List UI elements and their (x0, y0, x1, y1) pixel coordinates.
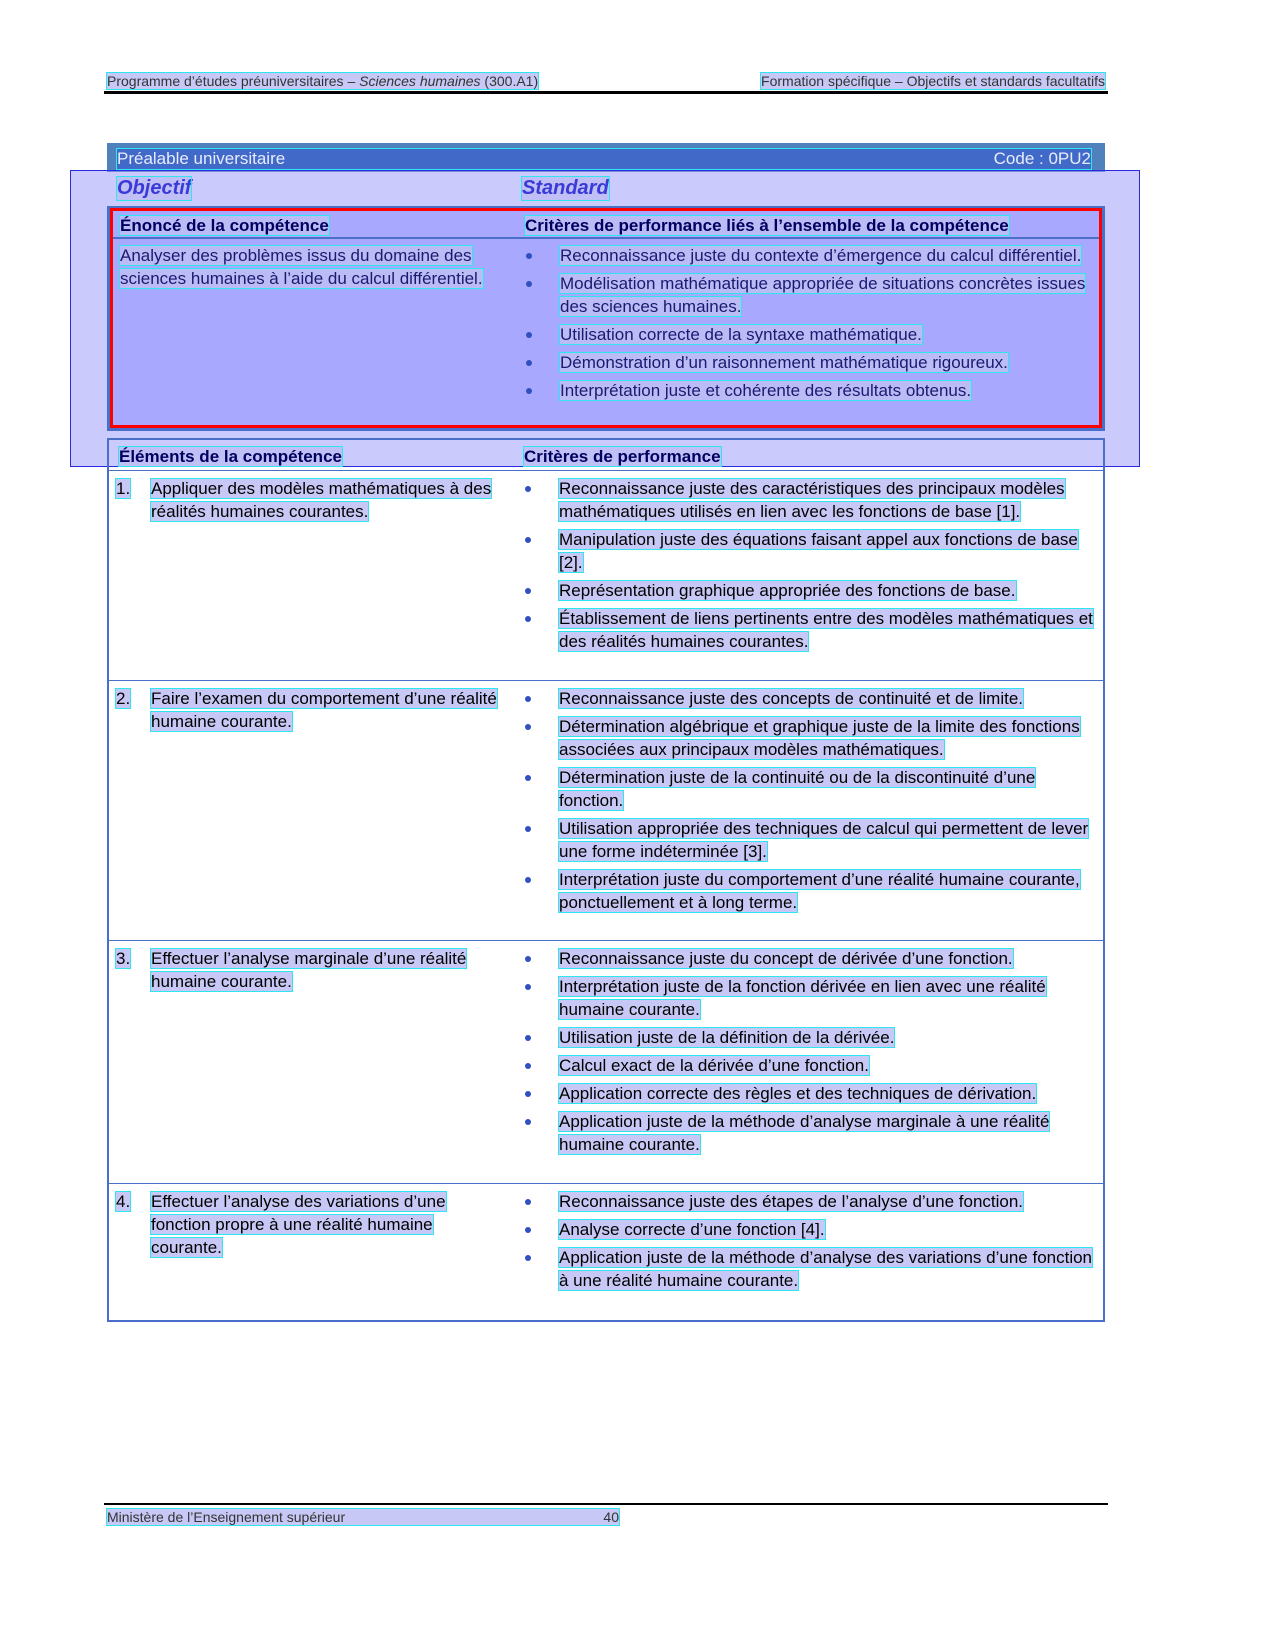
critere-item (524, 477, 1094, 523)
critere-item (524, 715, 1094, 761)
header-prefix: Programme d’études préuniversitaires – (107, 73, 360, 89)
running-header (107, 73, 1105, 89)
critere-text: Reconnaissance juste des concepts de continuité et de limite. (559, 689, 1023, 708)
criteres-header-text: Critères de performance liés à l’ensemble de la compétence (525, 216, 1009, 235)
header-suffix: (300.A1) (480, 73, 539, 89)
critere-text: Représentation graphique appropriée des fonctions de base. (559, 581, 1016, 600)
element-criteres (524, 1190, 1094, 1297)
objectif-label: Objectif (117, 177, 192, 199)
critere-text: Utilisation juste de la définition de la dérivée. (559, 1028, 895, 1047)
critere-item (524, 687, 1094, 710)
critere-text: Application juste de la méthode d’analyse marginale à une réalité humaine courante. (559, 1112, 1050, 1154)
critere-text: Reconnaissance juste des étapes de l’analyse d’une fonction. (559, 1192, 1024, 1211)
critere-item (524, 817, 1094, 863)
critere-text: Reconnaissance juste des caractéristiques des principaux modèles mathématiques utilisés en lien avec les fonctions de base [1]. (559, 479, 1065, 521)
element-number-text: 2. (116, 689, 131, 708)
critere-text: Démonstration d’un raisonnement mathématique rigoureux. (560, 353, 1008, 372)
critere-item (524, 766, 1094, 812)
element-row (109, 941, 1103, 1184)
critere-item (524, 607, 1094, 653)
element-text-value: Appliquer des modèles mathématiques à des réalités humaines courantes. (151, 479, 492, 521)
critere-item (524, 975, 1094, 1021)
performance-header (524, 446, 1094, 468)
element-number (116, 947, 130, 970)
footer-rule (104, 1503, 1108, 1505)
element-row (109, 681, 1103, 941)
band-title: Préalable universitaire (117, 149, 286, 168)
element-text-value: Faire l’examen du comportement d’une réalité humaine courante. (151, 689, 497, 731)
element-text-value: Effectuer l’analyse des variations d’une fonction propre à une réalité humaine courante. (151, 1192, 446, 1257)
critere-item (524, 1246, 1094, 1292)
highlight-box (110, 208, 1102, 428)
footer-ministry: Ministère de l’Enseignement supérieur (107, 1509, 346, 1525)
element-number-text: 1. (116, 479, 131, 498)
critere-text: Établissement de liens pertinents entre des modèles mathématiques et des réalités humaines courantes. (559, 609, 1093, 651)
element-text (151, 947, 501, 993)
critere-item (524, 528, 1094, 574)
element-number-text: 3. (116, 949, 131, 968)
critere-item (524, 579, 1094, 602)
critere-text: Interprétation juste du comportement d’une réalité humaine courante, ponctuellement et à long terme. (559, 870, 1080, 912)
element-number (116, 1190, 130, 1213)
critere-item (524, 947, 1094, 970)
elements-table-header (109, 440, 1103, 471)
element-text-value: Effectuer l’analyse marginale d’une réalité humaine courante. (151, 949, 467, 991)
band-code: Code : 0PU2 (993, 149, 1091, 168)
header-program (107, 73, 538, 89)
performance-header-text: Critères de performance (524, 447, 721, 466)
critere-text: Application juste de la méthode d’analyse des variations d’une fonction à une réalité humaine courante. (559, 1248, 1093, 1290)
title-band (107, 143, 1105, 172)
page-number: 40 (603, 1509, 619, 1525)
critere-text: Analyse correcte d’une fonction [4]. (559, 1220, 825, 1239)
header-section: Formation spécifique – Objectifs et standards facultatifs (761, 73, 1105, 89)
objective-standard-row (117, 177, 1097, 201)
element-text (151, 477, 501, 523)
element-criteres (524, 477, 1094, 658)
critere-text: Modélisation mathématique appropriée de situations concrètes issues des sciences humaines. (560, 274, 1086, 316)
critere-text: Reconnaissance juste du contexte d’émergence du calcul différentiel. (560, 246, 1082, 265)
title-band-text (117, 149, 1091, 169)
critere-item (524, 1110, 1094, 1156)
critere-item (524, 1054, 1094, 1077)
element-text (151, 1190, 501, 1259)
element-criteres (524, 687, 1094, 919)
header-rule (104, 91, 1108, 94)
elements-header (119, 446, 509, 468)
critere-item (524, 1218, 1094, 1241)
enonce-value: Analyser des problèmes issus du domaine des sciences humaines à l’aide du calcul différentiel. (120, 246, 483, 288)
critere-text: Détermination algébrique et graphique juste de la limite des fonctions associées aux principaux modèles mathématiques. (559, 717, 1080, 759)
critere-text: Utilisation correcte de la syntaxe mathématique. (560, 325, 922, 344)
element-criteres (524, 947, 1094, 1161)
critere-item (524, 1026, 1094, 1049)
enonce-header-text: Énoncé de la compétence (120, 216, 329, 235)
standard-label: Standard (522, 177, 609, 199)
element-number (116, 687, 130, 710)
critere-text: Utilisation appropriée des techniques de calcul qui permettent de lever une forme indéterminée [3]. (559, 819, 1089, 861)
critere-text: Application correcte des règles et des techniques de dérivation. (559, 1084, 1037, 1103)
critere-text: Interprétation juste de la fonction dérivée en lien avec une réalité humaine courante. (559, 977, 1046, 1019)
element-row (109, 1184, 1103, 1321)
critere-item (524, 868, 1094, 914)
element-row (109, 471, 1103, 681)
element-number (116, 477, 130, 500)
elements-table (107, 438, 1105, 1322)
critere-text: Interprétation juste et cohérente des résultats obtenus. (560, 381, 972, 400)
element-number-text: 4. (116, 1192, 131, 1211)
running-footer (107, 1509, 619, 1525)
critere-item (524, 1190, 1094, 1213)
critere-item (524, 1082, 1094, 1105)
critere-text: Calcul exact de la dérivée d’une fonction. (559, 1056, 869, 1075)
elements-header-text: Éléments de la compétence (119, 447, 342, 466)
header-program-name: Sciences humaines (359, 73, 481, 89)
critere-text: Détermination juste de la continuité ou de la discontinuité d’une fonction. (559, 768, 1036, 810)
critere-text: Manipulation juste des équations faisant appel aux fonctions de base [2]. (559, 530, 1078, 572)
critere-text: Reconnaissance juste du concept de dérivée d’une fonction. (559, 949, 1013, 968)
element-text (151, 687, 501, 733)
